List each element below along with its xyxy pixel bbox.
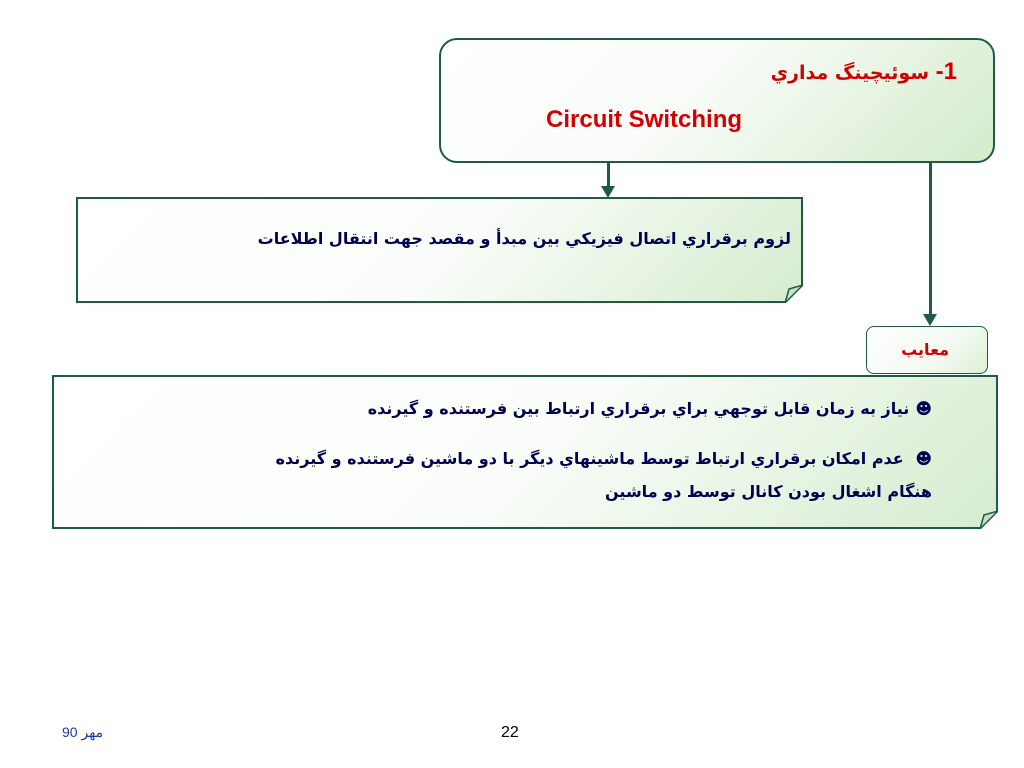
page-number: 22 (501, 724, 519, 741)
page-fold-icon (980, 511, 998, 529)
disadvantages-label: معايب (901, 340, 949, 359)
disadvantages-label-box (866, 326, 988, 374)
title-english: Circuit Switching (546, 106, 743, 133)
title-box (439, 38, 995, 163)
page-fold-icon (785, 285, 803, 303)
connector-title-note (607, 163, 610, 188)
disadvantage-item-1 (368, 399, 932, 418)
disadvantage-item-1-text: نياز به زمان قابل توجهي براي برقراري ارتباط بين فرستنده و گيرنده (367, 399, 910, 418)
smiley-bullet-icon: ☻ (915, 449, 932, 468)
connector-title-label (929, 163, 932, 315)
arrow-down-icon (923, 314, 937, 326)
disadvantage-item-2-text-cont: هنگام اشغال بودن کانال توسط دو ماشين (605, 482, 932, 501)
note-requirement-text: لزوم برقراري اتصال فيزيکي بين مبدأ و مقصد جهت انتقال اطلاعات (257, 229, 791, 248)
note-requirement (76, 197, 803, 303)
title-persian (771, 58, 957, 86)
footer-date: مهر 90 (62, 724, 104, 740)
smiley-bullet-icon: ☻ (915, 399, 932, 418)
disadvantage-item-2-text: عدم امکان برقراري ارتباط توسط ماشينهاي ديگر با دو ماشين فرستنده و گيرنده (275, 449, 904, 468)
note-disadvantages (52, 375, 998, 529)
title-persian-text: سوئيچينگ مداري (770, 62, 930, 84)
title-number: 1- (935, 58, 957, 85)
disadvantage-item-2-cont (605, 482, 932, 501)
disadvantage-item-2 (276, 449, 932, 468)
